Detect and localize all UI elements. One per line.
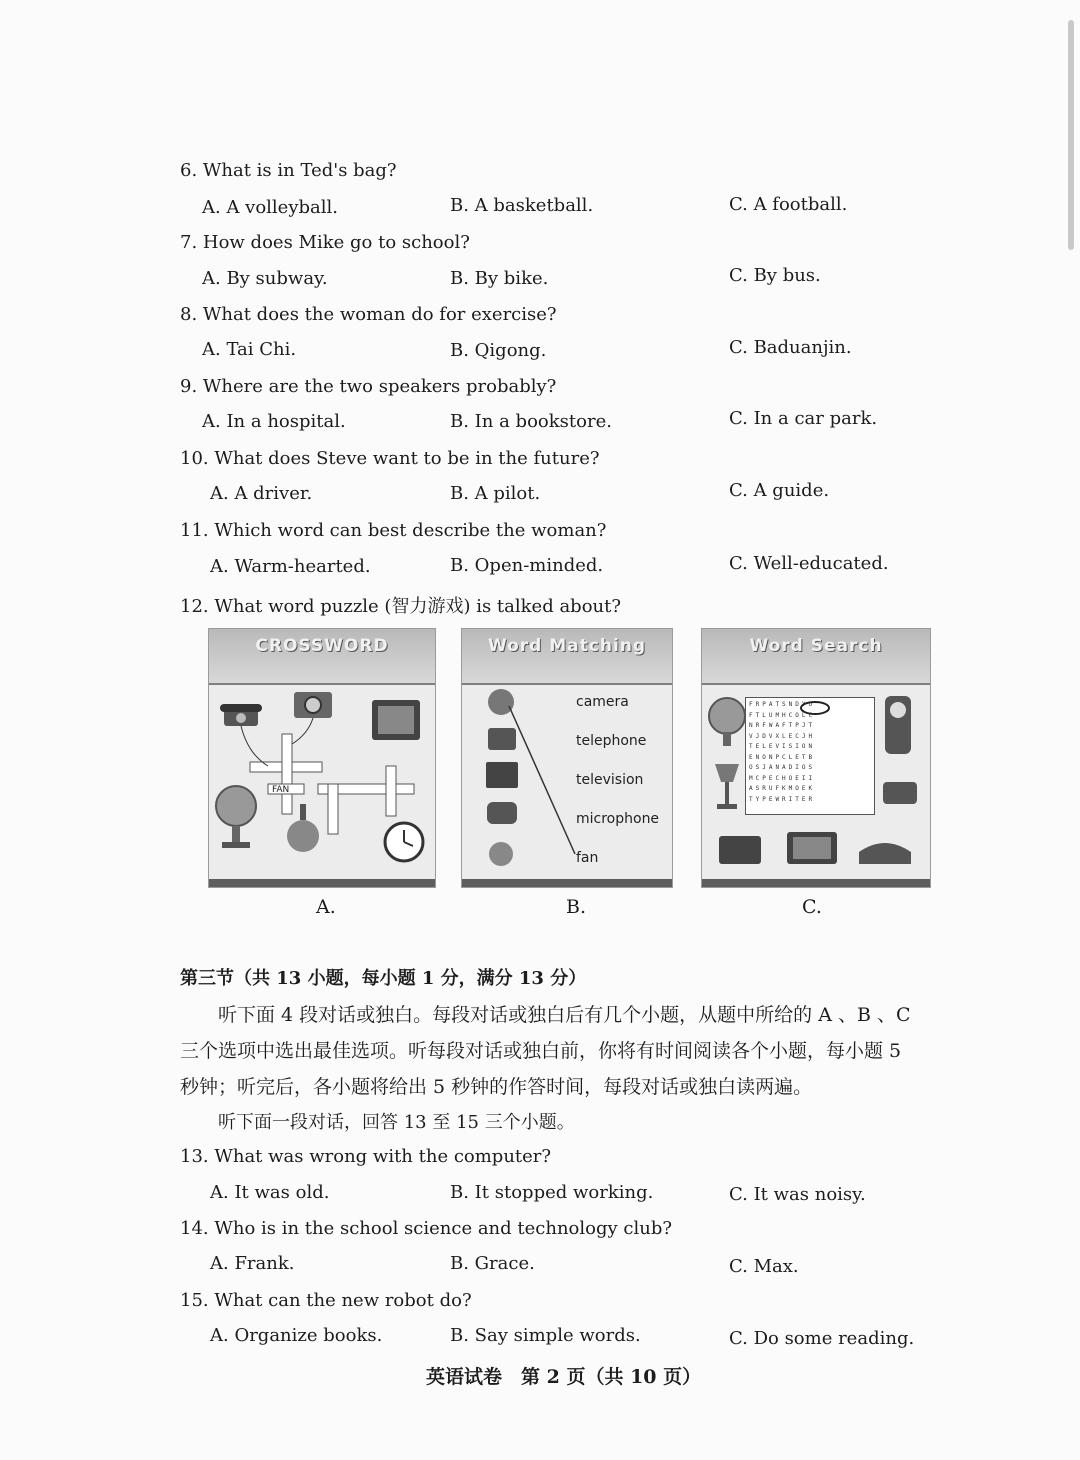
camera-icon (488, 728, 516, 750)
question-10-stem: 10. What does Steve want to be in the future? (180, 448, 600, 469)
question-11-stem: 11. Which word can best describe the woman? (180, 520, 607, 541)
question-7-stem: 7. How does Mike go to school? (180, 232, 470, 253)
section-3-instructions-line-2: 三个选项中选出最佳选项。听每段对话或独白前，你将有时间阅读各个小题，每小题 5 (180, 1040, 902, 1062)
question-8-stem: 8. What does the woman do for exercise? (180, 304, 557, 325)
puzzle-c-label: C. (802, 896, 822, 918)
panel-base (702, 879, 930, 887)
section-3-instructions-line-3: 秒钟；听完后，各小题将给出 5 秒钟的作答时间，每段对话或独白读两遍。 (180, 1076, 813, 1098)
microphone-icon (488, 689, 514, 715)
section-3-instructions-line-1: 听下面 4 段对话或独白。每段对话或独白后有几个小题，从题中所给的 A 、B 、C (218, 1004, 911, 1026)
question-7-option-c: C. By bus. (729, 265, 821, 286)
match-word-fan: fan (576, 850, 599, 866)
question-14-option-c: C. Max. (729, 1256, 799, 1277)
match-word-camera: camera (576, 694, 629, 710)
alarm-clock-icon (385, 823, 423, 861)
question-6-option-c: C. A football. (729, 194, 848, 215)
match-word-microphone: microphone (576, 811, 660, 827)
question-9-stem: 9. Where are the two speakers probably? (180, 376, 557, 397)
question-6-option-b: B. A basketball. (450, 195, 594, 216)
question-8-option-c: C. Baduanjin. (729, 337, 852, 358)
section-3-title: 第三节（共 13 小题，每小题 1 分，满分 13 分） (180, 968, 587, 989)
question-11-option-b: B. Open-minded. (450, 555, 604, 576)
page-footer: 英语试卷 第 2 页（共 10 页） (426, 1366, 702, 1388)
question-10-option-a: A. A driver. (210, 483, 313, 504)
puzzle-b-label: B. (566, 896, 587, 918)
question-9-option-a: A. In a hospital. (202, 411, 346, 432)
panel-base (209, 879, 435, 887)
question-12-stem: 12. What word puzzle (智力游戏) is talked about? (180, 596, 622, 617)
crossword-title: CROSSWORD (209, 629, 435, 685)
question-6-stem: 6. What is in Ted's bag? (180, 160, 397, 181)
fan-icon (489, 842, 513, 866)
question-15-option-b: B. Say simple words. (450, 1325, 641, 1346)
question-14-option-a: A. Frank. (210, 1253, 295, 1274)
question-14-option-b: B. Grace. (450, 1253, 535, 1274)
scrollbar[interactable] (1068, 20, 1074, 250)
question-13-option-c: C. It was noisy. (729, 1184, 866, 1205)
lamp-icon (715, 764, 739, 809)
telephone-icon (487, 802, 517, 824)
question-7-option-a: A. By subway. (202, 268, 328, 289)
grandfather-clock-icon (885, 696, 911, 754)
question-13-option-a: A. It was old. (210, 1182, 330, 1203)
fan-circle-mark (801, 702, 829, 714)
section-3-subinstruction: 听下面一段对话，回答 13 至 15 三个小题。 (218, 1112, 575, 1133)
telephone-icon (883, 782, 917, 804)
crossword-clue: FAN (272, 785, 290, 795)
match-word-television: television (576, 772, 644, 788)
question-9-option-b: B. In a bookstore. (450, 411, 612, 432)
question-15-option-a: A. Organize books. (210, 1325, 383, 1346)
question-15-option-c: C. Do some reading. (729, 1328, 915, 1349)
question-10-option-b: B. A pilot. (450, 483, 541, 504)
match-word-telephone: telephone (576, 733, 647, 749)
television-icon (372, 700, 420, 740)
question-11-option-a: A. Warm-hearted. (210, 556, 371, 577)
question-7-option-b: B. By bike. (450, 268, 549, 289)
question-8-option-b: B. Qigong. (450, 340, 547, 361)
word-search-title: Word Search (702, 629, 930, 685)
crossword-grid (250, 734, 414, 834)
question-13-stem: 13. What was wrong with the computer? (180, 1146, 552, 1167)
television-icon (486, 762, 518, 788)
question-11-option-c: C. Well-educated. (729, 553, 889, 574)
crossword-illustration (208, 684, 434, 874)
television-icon (787, 832, 837, 864)
question-15-stem: 15. What can the new robot do? (180, 1290, 472, 1311)
word-search-grid: FRPATSNDYU FTLUMHCOLC NRFWAFTPJT VJDVXLECJH TELEVISION ENONPCLETB OSJANADIOS MCPECHOEII ASRUFKMOEK TYPEWRITER (745, 697, 875, 815)
fan-icon (216, 786, 256, 848)
question-14-stem: 14. Who is in the school science and technology club? (180, 1218, 672, 1239)
question-8-option-a: A. Tai Chi. (202, 339, 297, 360)
camera-icon (294, 692, 332, 718)
sewing-machine-icon (859, 843, 911, 864)
panel-base (462, 879, 672, 887)
question-6-option-a: A. A volleyball. (202, 197, 338, 218)
question-13-option-b: B. It stopped working. (450, 1182, 654, 1203)
question-10-option-c: C. A guide. (729, 480, 830, 501)
question-9-option-c: C. In a car park. (729, 408, 878, 429)
fan-icon (709, 698, 745, 746)
telephone-icon (220, 704, 262, 726)
word-search-illustration (701, 684, 929, 874)
word-matching-title: Word Matching (462, 629, 672, 685)
microwave-icon (719, 836, 761, 864)
puzzle-a-label: A. (316, 896, 336, 918)
